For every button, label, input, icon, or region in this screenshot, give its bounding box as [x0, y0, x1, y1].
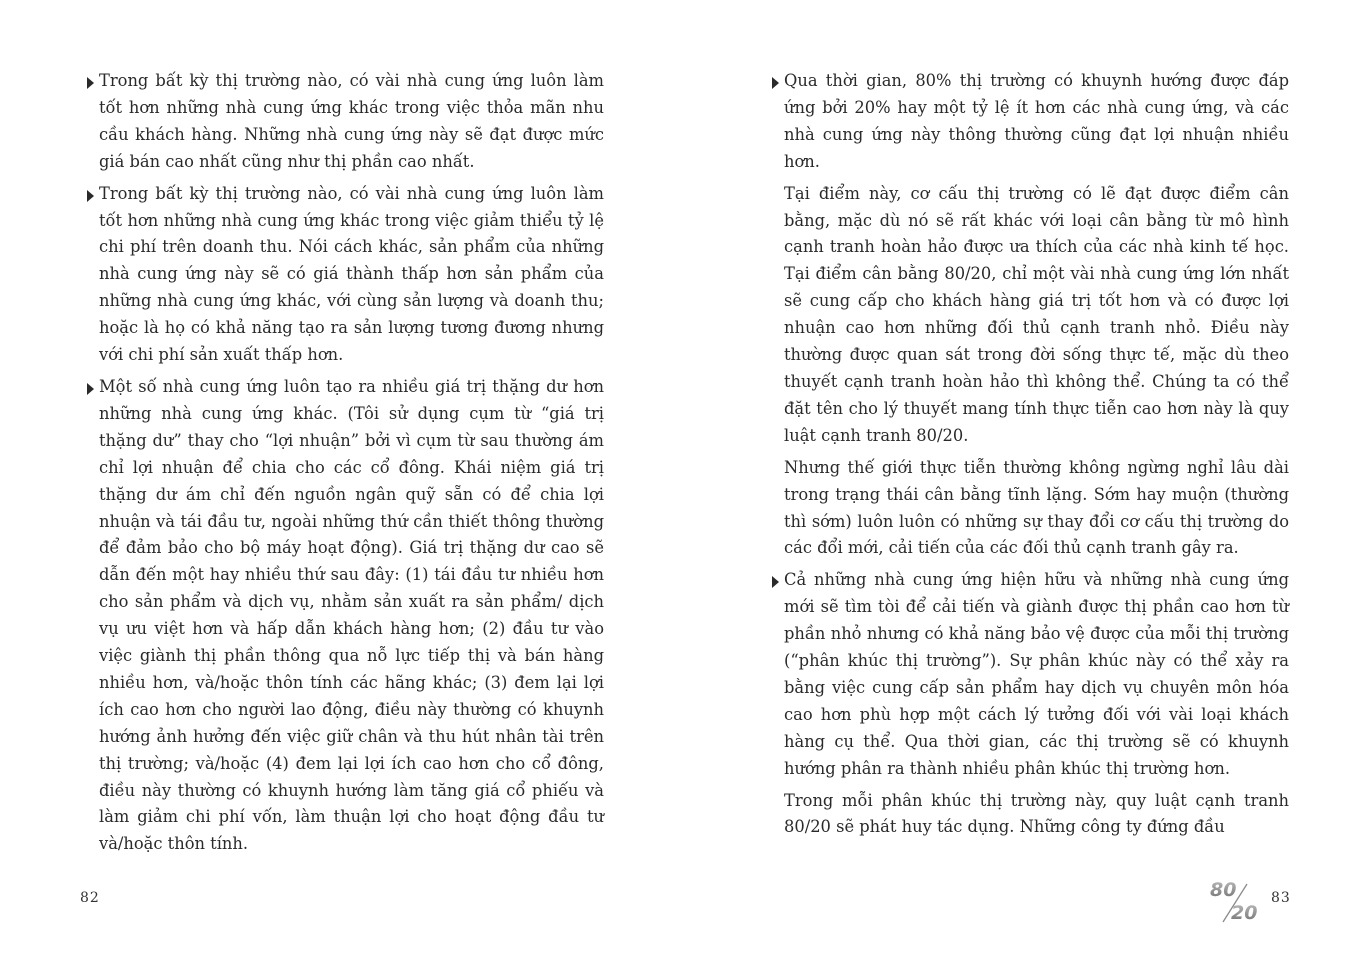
bullet-paragraph: Một số nhà cung ứng luôn tạo ra nhiều giá trị thặng dư hơn những nhà cung ứng khác. (Tôi sử dụng cụm từ “giá trị thặng dư” thay cho “lợi nhuận” bởi vì cụm từ sau thường ám chỉ lợi nhuận để chia cho các cổ đông. Khái niệm giá trị thặng dư ám chỉ đến nguồn ngân quỹ sẵn có để chia lợi nhuận và tái đầu tư, ngoài những thứ cần thiết thông thường để đảm bảo cho bộ máy hoạt động). Giá trị thặng dư cao sẽ dẫn đến một hay nhiều thứ sau đây: (1) tái đầu tư nhiều hơn cho sản phẩm và dịch vụ, nhằm sản xuất ra sản phẩm/ dịch vụ ưu việt hơn và hấp dẫn khách hàng hơn; (2) đầu tư vào việc giành thị phần thông qua nỗ lực tiếp thị và bán hàng nhiều hơn, và/hoặc thôn tính các hãng khác; (3) đem lại lợi ích cao hơn cho người lao động, điều này thường có khuynh hướng ảnh hưởng đến việc giữ chân và thu hút nhân tài trên thị trường; và/hoặc (4) đem lại lợi ích cao hơn cho cổ đông, điều này thường có khuynh hướng làm tăng giá cổ phiếu và làm giảm chi phí vốn, làm thuận lợi cho hoạt động đầu tư và/hoặc thôn tính. — [99, 374, 604, 858]
body-paragraph: Trong mỗi phân khúc thị trường này, quy luật cạnh tranh 80/20 sẽ phát huy tác dụng. Những công ty đứng đầu — [784, 790, 1289, 837]
bullet-paragraph: Qua thời gian, 80% thị trường có khuynh hướng được đáp ứng bởi 20% hay một tỷ lệ ít hơn các nhà cung ứng, và các nhà cung ứng này thông thường cũng đạt lợi nhuận nhiều hơn. — [784, 68, 1289, 176]
bullet-paragraph: Cả những nhà cung ứng hiện hữu và những nhà cung ứng mới sẽ tìm tòi để cải tiến và giành được thị phần cao hơn từ phần nhỏ nhưng có khả năng bảo vệ được của mỗi thị trường (“phân khúc thị trường”). Sự phân khúc này có thể xảy ra bằng việc cung cấp sản phẩm hay dịch vụ chuyên môn hóa cao hơn phù hợp một cách lý tưởng đối với vài loại khách hàng cụ thể. Qua thời gian, các thị trường sẽ có khuynh hướng phân ra thành nhiều phân khúc thị trường hơn. — [784, 567, 1289, 782]
body-paragraph: Tại điểm này, cơ cấu thị trường có lẽ đạt được điểm cân bằng, mặc dù nó sẽ rất khác với loại cân bằng từ mô hình cạnh tranh hoàn hảo được ưa thích của các nhà kinh tế học. Tại điểm cân bằng 80/20, chỉ một vài nhà cung ứng lớn nhất sẽ cung cấp cho khách hàng giá trị tốt hơn và có được lợi nhuận cao hơn những đối thủ cạnh tranh nhỏ. Điều này thường được quan sát trong đời sống thực tế, mặc dù theo thuyết cạnh tranh hoàn hảo thì không thể. Chúng ta có thể đặt tên cho lý thuyết mang tính thực tiễn cao hơn này là quy luật cạnh tranh 80/20. — [784, 183, 1289, 445]
left-text-column — [99, 68, 604, 863]
page-number: 83 — [1271, 890, 1291, 906]
page-number: 82 — [80, 890, 100, 906]
body-paragraph: Nhưng thế giới thực tiễn thường không ngừng nghỉ lâu dài trong trạng thái cân bằng tĩnh lặng. Sớm hay muộn (thường thì sớm) luôn luôn có những sự thay đổi cơ cấu thị trường do các đổi mới, cải tiến của các đối thủ cạnh tranh gây ra. — [784, 457, 1289, 558]
bullet-paragraph: Trong bất kỳ thị trường nào, có vài nhà cung ứng luôn làm tốt hơn những nhà cung ứng khác trong việc thỏa mãn nhu cầu khách hàng. Những nhà cung ứng này sẽ đạt được mức giá bán cao nhất cũng như thị phần cao nhất. — [99, 68, 604, 176]
book-logo-80-20 — [1209, 878, 1265, 924]
logo-bottom-number: 20 — [1231, 902, 1258, 924]
logo-top-number: 80 — [1210, 879, 1237, 901]
right-page — [685, 0, 1370, 969]
bullet-paragraph: Trong bất kỳ thị trường nào, có vài nhà cung ứng luôn làm tốt hơn những nhà cung ứng khác trong việc giảm thiểu tỷ lệ chi phí trên doanh thu. Nói cách khác, sản phẩm của những nhà cung ứng này sẽ có giá thành thấp hơn sản phẩm của những nhà cung ứng khác, với cùng sản lượng và doanh thu; hoặc là họ có khả năng tạo ra sản lượng tương đương nhưng với chi phí sản xuất thấp hơn. — [99, 181, 604, 369]
right-text-column — [784, 68, 1289, 846]
